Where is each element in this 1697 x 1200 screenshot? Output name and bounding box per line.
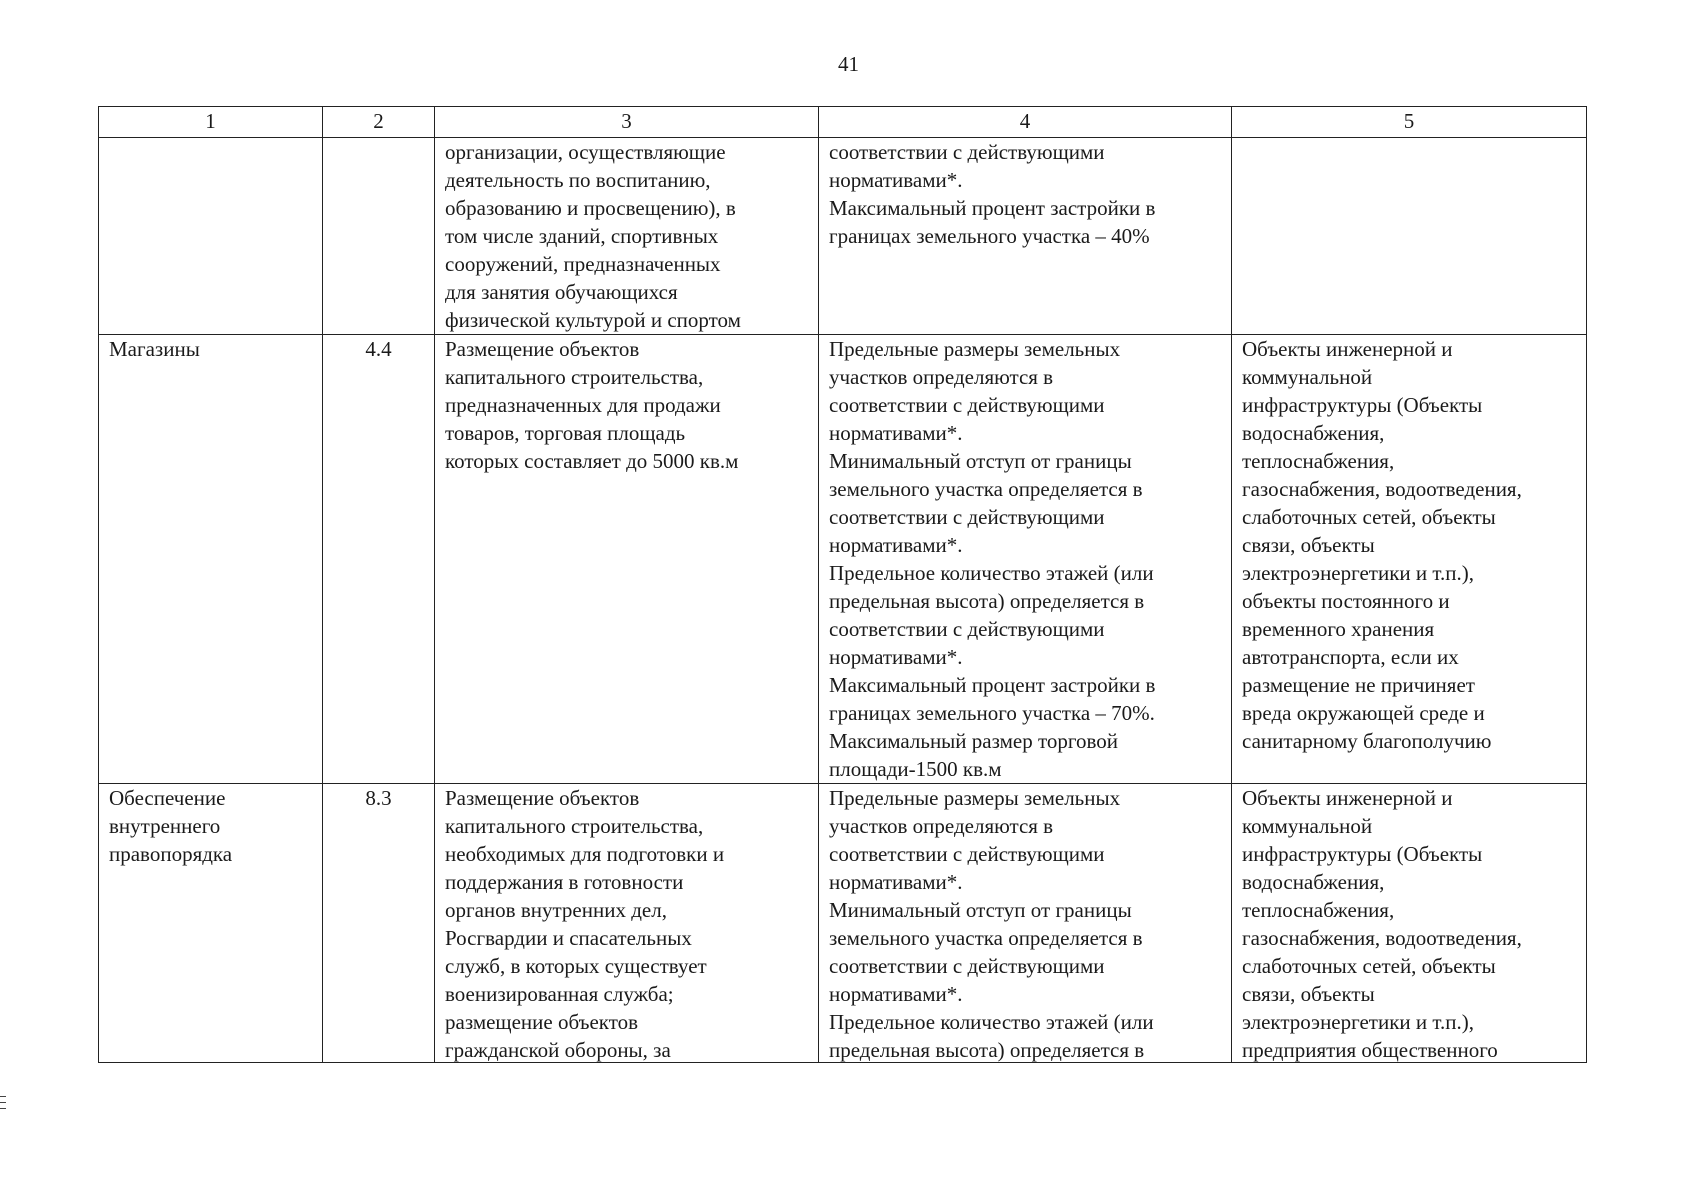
- table-row: [99, 335, 1587, 784]
- table-row: [99, 784, 1587, 1063]
- table-row: [99, 138, 1587, 335]
- cell-auxiliary-uses: [1232, 138, 1587, 335]
- land-use-table: [98, 106, 1587, 1063]
- cell-parameters: Предельные размеры земельных участков определяются в соответствии с действующими нормативами*. Минимальный отступ от границы земельного участка определяется в соответствии с действующими нормативами*. Предельное количество этажей (или предельная высота) определяется в: [819, 784, 1232, 1063]
- header-col-3: 3: [435, 107, 819, 138]
- cell-use-description: организации, осуществляющие деятельность по воспитанию, образованию и просвещению), в том числе зданий, спортивных сооружений, предназначенных для занятия обучающихся физической культурой и спортом: [435, 138, 819, 335]
- header-col-5: 5: [1232, 107, 1587, 138]
- cell-use-name: Магазины: [99, 335, 323, 784]
- header-col-1: 1: [99, 107, 323, 138]
- cell-use-code: [323, 138, 435, 335]
- cell-use-name: [99, 138, 323, 335]
- cell-use-name: Обеспечение внутреннего правопорядка: [99, 784, 323, 1063]
- cell-auxiliary-uses: Объекты инженерной и коммунальной инфраструктуры (Объекты водоснабжения, теплоснабжения, газоснабжения, водоотведения, слаботочных сетей, объекты связи, объекты электроэнергетики и т.п.), объекты постоянного и временного хранения автотранспорта, если их размещение не причиняет вреда окружающей среде и санитарному благополучию: [1232, 335, 1587, 784]
- cell-use-description: Размещение объектов капитального строительства, предназначенных для продажи товаров, торговая площадь которых составляет до 5000 кв.м: [435, 335, 819, 784]
- table-header-row: [99, 107, 1587, 138]
- cell-use-code: 8.3: [323, 784, 435, 1063]
- header-col-4: 4: [819, 107, 1232, 138]
- header-col-2: 2: [323, 107, 435, 138]
- cell-parameters: Предельные размеры земельных участков определяются в соответствии с действующими нормативами*. Минимальный отступ от границы земельного участка определяется в соответствии с действующими нормативами*. Предельное количество этажей (или предельная высота) определяется в соответствии с действующими нормативами*. Максимальный процент застройки в границах земельного участка – 70%. Максимальный размер торговой площади-1500 кв.м: [819, 335, 1232, 784]
- cell-auxiliary-uses: Объекты инженерной и коммунальной инфраструктуры (Объекты водоснабжения, теплоснабжения, газоснабжения, водоотведения, слаботочных сетей, объекты связи, объекты электроэнергетики и т.п.), предприятия общественного: [1232, 784, 1587, 1063]
- scan-margin-mark: [0, 1096, 6, 1097]
- scan-margin-mark: [0, 1108, 6, 1109]
- scan-margin-mark: [0, 1102, 6, 1103]
- cell-use-description: Размещение объектов капитального строительства, необходимых для подготовки и поддержания в готовности органов внутренних дел, Росгвардии и спасательных служб, в которых существует военизированная служба; размещение объектов гражданской обороны, за: [435, 784, 819, 1063]
- page-number: 41: [838, 52, 859, 76]
- cell-parameters: соответствии с действующими нормативами*. Максимальный процент застройки в границах земельного участка – 40%: [819, 138, 1232, 335]
- cell-use-code: 4.4: [323, 335, 435, 784]
